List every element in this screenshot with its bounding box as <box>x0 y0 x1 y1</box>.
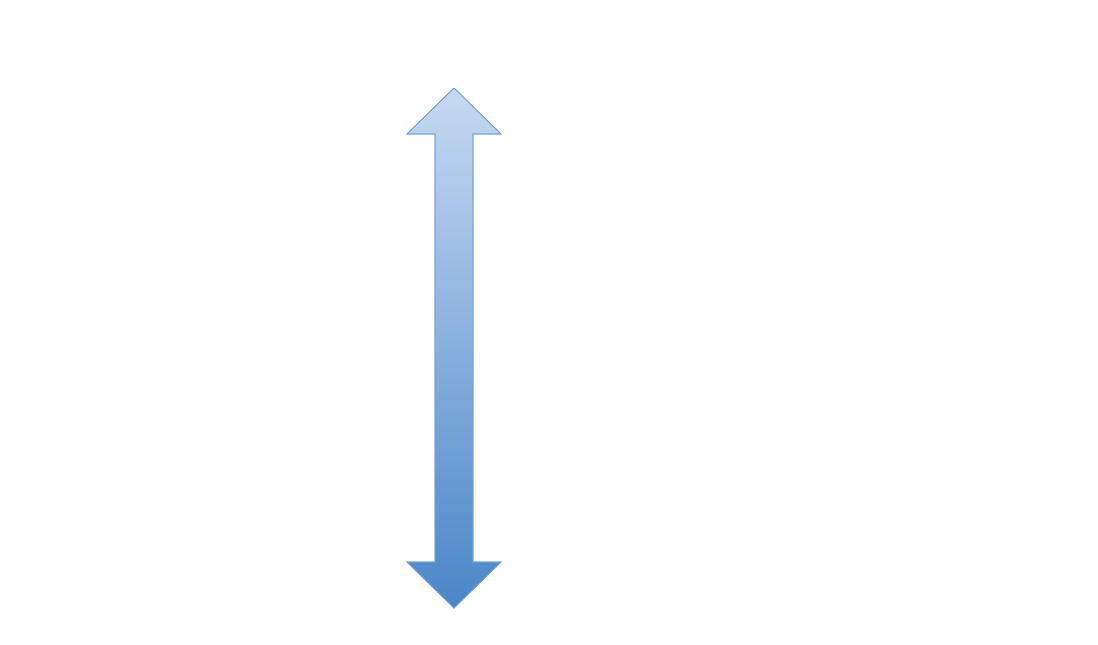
levels-list <box>58 146 428 170</box>
double-arrow-icon <box>405 88 503 610</box>
arrow-shape <box>407 88 501 608</box>
